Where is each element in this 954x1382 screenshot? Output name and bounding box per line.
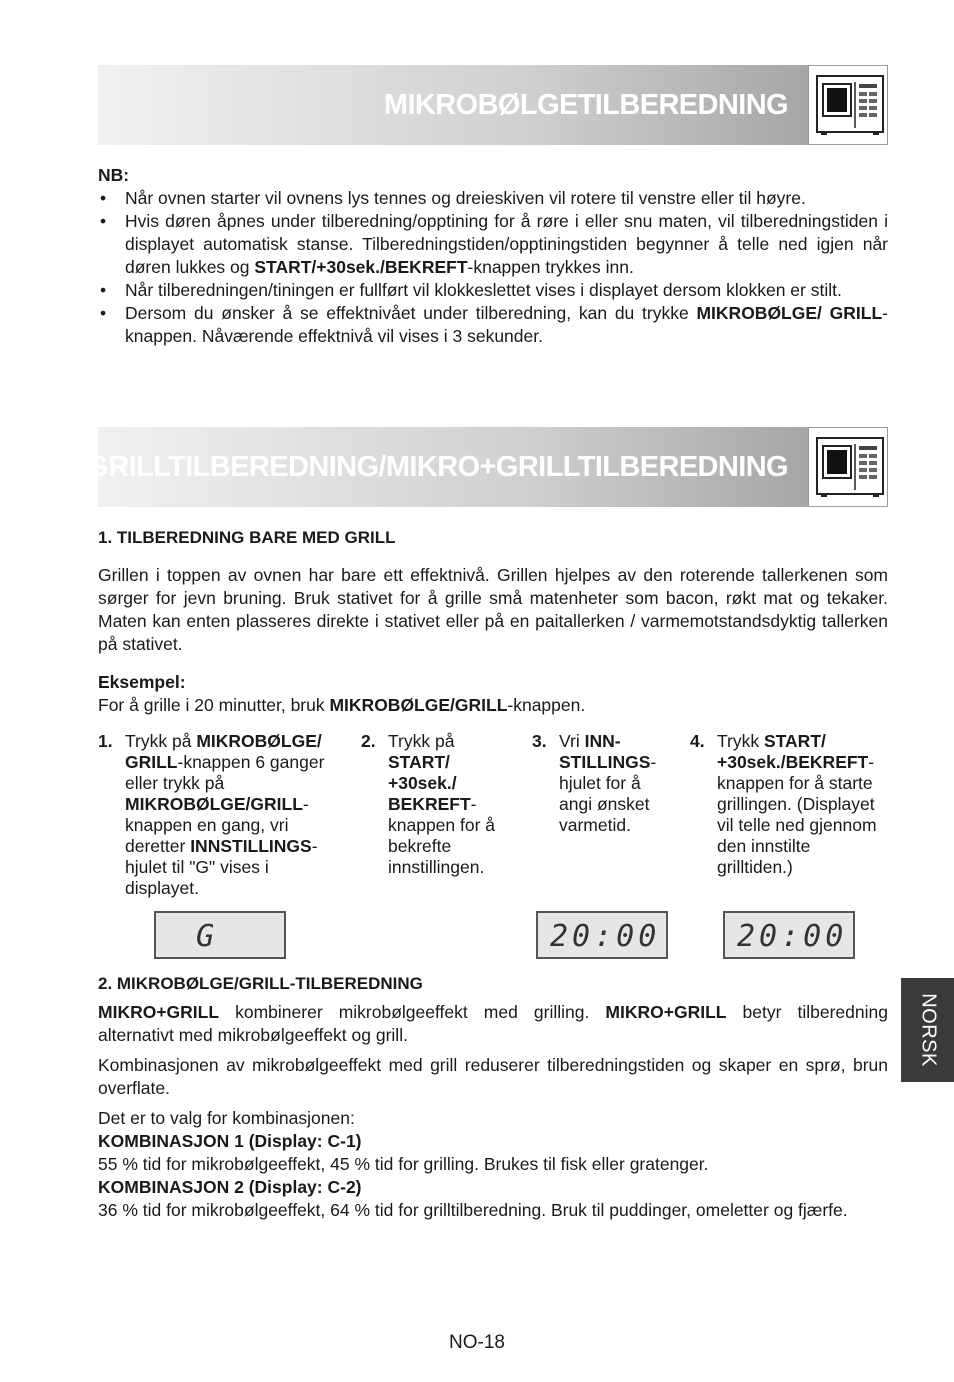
bullet-text: Når tilberedningen/tiningen er fullført vil klokkeslettet vises i displayet dersom klokken er stilt.	[125, 280, 842, 300]
combination-text: 55 % tid for mikrobølgeeffekt, 45 % tid for grilling. Brukes til fisk eller gratenger.	[98, 1154, 709, 1174]
language-tab	[901, 978, 954, 1082]
step-fragment: Trykk på	[388, 731, 455, 751]
example-label: Eksempel:	[98, 672, 186, 692]
lcd-readout: 20:00	[737, 919, 848, 954]
section-title: MIKROBØLGETILBEREDNING	[383, 89, 788, 121]
paragraph-fragment: kombinerer mikrobølgeeffekt med grilling.	[219, 1002, 606, 1022]
intro-paragraph: Grillen i toppen av ovnen har bare ett effektnivå. Grillen hjelpes av den roterende tallerkenen som sørger for jevn bruning. Bruk stativet for å grille små matenheter som bacon, røkt mat og tekaker. Maten kan enten plasseres direkte i stativet eller på en paitallerken / varmemotstandsdyktig tallerken på stativet.	[98, 565, 888, 654]
example-prefix: For å grille i 20 minutter, bruk	[98, 695, 330, 715]
bullet-text: Når ovnen starter vil ovnens lys tennes og dreieskiven vil rotere til venstre eller til høyre.	[125, 188, 806, 208]
paragraph: Kombinasjonen av mikrobølgeeffekt med grill reduserer tilberedningstiden og skaper en sprø, brun overflate.	[98, 1055, 888, 1098]
lcd-display-step1	[154, 911, 286, 959]
combination-label: KOMBINASJON 1 (Display: C-1)	[98, 1131, 362, 1151]
step-fragment: Trykk på	[125, 731, 197, 751]
step-text	[388, 731, 513, 878]
section-banner-grill	[86, 427, 888, 507]
subsection-grill-only	[98, 526, 888, 717]
step-text	[125, 731, 343, 899]
button-name: MIKROBØLGE/GRILL	[125, 794, 303, 814]
step-fragment: -knappen for å bekrefte innstillingen.	[388, 794, 496, 877]
bullet-text: -knappen trykkes inn.	[467, 257, 634, 277]
subsection-heading: 2. MIKROBØLGE/GRILL-TILBEREDNING	[98, 974, 423, 993]
step-fragment: Trykk	[717, 731, 764, 751]
list-item	[98, 279, 888, 302]
step-fragment: -hjulet for å angi ønsket varmetid.	[559, 752, 657, 835]
mode-name: MIKRO+GRILL	[605, 1002, 727, 1022]
lcd-readout: 20:00	[550, 919, 661, 954]
dial-name: INNSTILLINGS	[190, 836, 312, 856]
step-number: 3.	[532, 731, 547, 751]
bullet-text: -knappen. Nåværende effektnivå vil vises i 3 sekunder.	[125, 303, 888, 346]
step-fragment: Vri	[559, 731, 585, 751]
button-name: START/+30sek./BEKREFT	[254, 257, 468, 277]
step-fragment: -knappen for å starte grillingen. (Displayet vil telle ned gjennom den innstilte grilltiden.)	[717, 752, 877, 877]
button-name: START/ +30sek./ BEKREFT	[388, 752, 471, 814]
step-number: 4.	[690, 731, 705, 751]
lcd-readout: G	[196, 919, 215, 954]
step-fragment: -hjulet til "G" vises i displayet.	[125, 836, 318, 898]
bullet-text: Dersom du ønsker å se effektnivået under tilberedning, kan du trykke	[125, 303, 697, 323]
step-list	[98, 731, 888, 901]
button-name: MIKROBØLGE/ GRILL	[696, 303, 883, 323]
microwave-oven-icon	[808, 427, 888, 507]
lcd-display-step4	[723, 911, 855, 959]
section-title: GRILLTILBEREDNING/MIKRO+GRILLTILBEREDNING	[86, 451, 788, 483]
example-suffix: -knappen.	[507, 695, 586, 715]
list-item	[98, 302, 888, 348]
step-fragment: -knappen en gang, vri deretter	[125, 794, 309, 856]
button-name: START/ +30sek./BEKREFT	[717, 731, 869, 772]
combination-text: 36 % tid for mikrobølgeeffekt, 64 % tid for grilltilberedning. Bruk til puddinger, omeletter og fjærfe.	[98, 1200, 848, 1220]
button-name: MIKROBØLGE/GRILL	[329, 695, 508, 715]
step-number: 1.	[98, 731, 113, 751]
language-label: NORSK	[917, 993, 939, 1067]
dial-name: INN-STILLINGS	[559, 731, 651, 772]
nb-notes	[98, 164, 888, 348]
paragraph: Det er to valg for kombinasjonen:	[98, 1108, 355, 1128]
subsection-heading: 1. TILBEREDNING BARE MED GRILL	[98, 528, 396, 547]
nb-label: NB:	[98, 165, 130, 185]
mode-name: MIKRO+GRILL	[98, 1002, 220, 1022]
paragraph	[98, 1001, 888, 1047]
lcd-display-step3	[536, 911, 668, 959]
button-name: MIKROBØLGE/ GRILL	[125, 731, 322, 772]
page-number: NO-18	[449, 1332, 505, 1353]
step-fragment: -knappen 6 ganger eller trykk på	[125, 752, 325, 793]
step-text	[717, 731, 889, 878]
combination-label: KOMBINASJON 2 (Display: C-2)	[98, 1177, 362, 1197]
list-item	[98, 210, 888, 279]
step-number: 2.	[361, 731, 376, 751]
subsection-micro-grill	[98, 972, 888, 1222]
section-banner-microwave	[98, 65, 888, 145]
step-text	[559, 731, 675, 836]
microwave-oven-icon	[808, 65, 888, 145]
paragraph-fragment: betyr tilberedning alternativt med mikrobølgeeffekt og grill.	[98, 1002, 888, 1045]
bullet-text: Hvis døren åpnes under tilberedning/opptining for å røre i eller snu maten, vil tilberedningstiden i displayet automatisk stanse. Tilberedningstiden/opptiningstiden begynner å telle ned igjen når døren lukkes og	[125, 211, 888, 277]
nb-list	[98, 187, 888, 348]
list-item	[98, 187, 888, 210]
example-text	[98, 694, 888, 717]
